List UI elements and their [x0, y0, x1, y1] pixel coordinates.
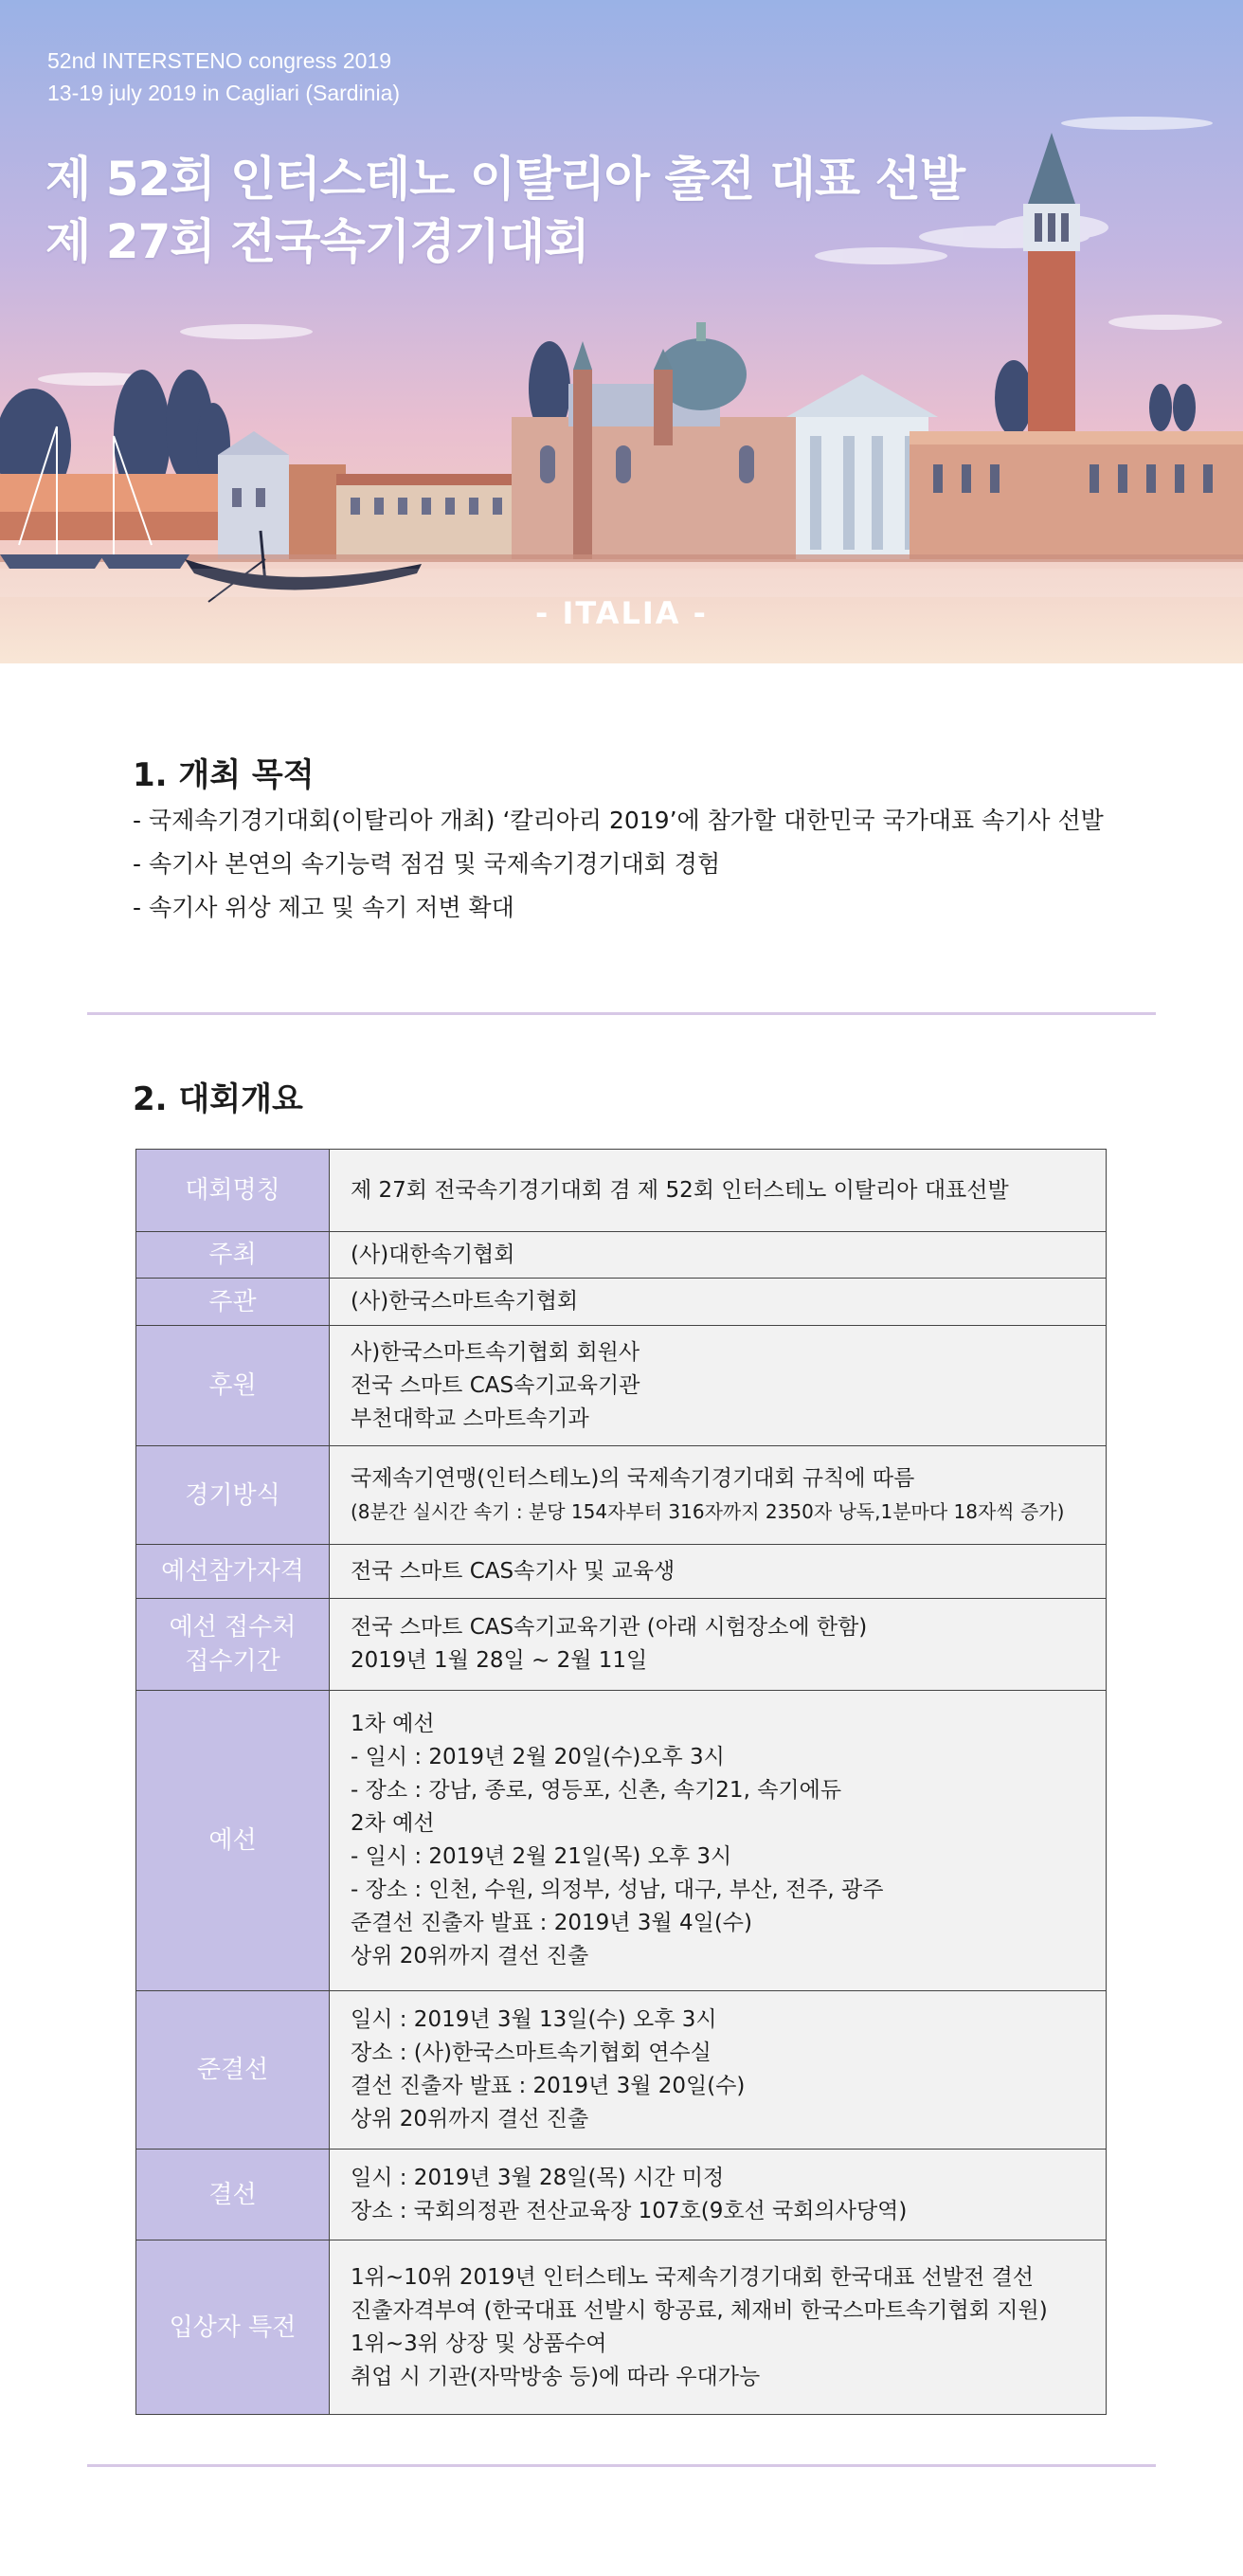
- table-row: [136, 1150, 1107, 1232]
- row-value: 1차 예선 - 일시 : 2019년 2월 20일(수)오후 3시 - 장소 : 강남, 종로, 영등포, 신촌, 속기21, 속기에듀 2차 예선 - 일시 : 2019년 2월 21일(목) 오후 3시 - 장소 : 인천, 수원, 의정부, 성남, 대구, 부산, 전주, 광주 준결선 진출자 발표 : 2019년 3월 4일(수) 상위 20위까지 결선 진출: [330, 1691, 1107, 1991]
- row-label: 결선: [136, 2150, 330, 2240]
- table-row: [136, 1326, 1107, 1446]
- row-value: 일시 : 2019년 3월 28일(목) 시간 미정 장소 : 국회의정관 전산교육장 107호(9호선 국회의사당역): [330, 2150, 1107, 2240]
- table-row: [136, 2150, 1107, 2240]
- overview-table: [135, 1149, 1107, 2415]
- row-value: 1위~10위 2019년 인터스테노 국제속기경기대회 한국대표 선발전 결선 진출자격부여 (한국대표 선발시 항공료, 체재비 한국스마트속기협회 지원) 1위~3위 상장 및 상품수여 취업 시 기관(자막방송 등)에 따라 우대가능: [330, 2240, 1107, 2415]
- table-row: [136, 1691, 1107, 1991]
- row-value: 사)한국스마트속기협회 회원사 전국 스마트 CAS속기교육기관 부천대학교 스마트속기과: [330, 1326, 1107, 1446]
- row-value: (사)대한속기협회: [330, 1232, 1107, 1279]
- congress-name: 52nd INTERSTENO congress 2019: [47, 48, 392, 73]
- row-label: 후원: [136, 1326, 330, 1446]
- section-divider: [87, 1012, 1156, 1015]
- purpose-item: - 국제속기경기대회(이탈리아 개최) ‘칼리아리 2019’에 참가할 대한민국 국가대표 속기사 선발: [133, 807, 1104, 834]
- row-value: 제 27회 전국속기경기대회 겸 제 52회 인터스테노 이탈리아 대표선발: [330, 1150, 1107, 1232]
- row-label: 입상자 특전: [136, 2240, 330, 2415]
- row-label: 예선참가자격: [136, 1545, 330, 1599]
- row-label: 예선 접수처 접수기간: [136, 1599, 330, 1691]
- table-row: [136, 1279, 1107, 1326]
- row-label: 예선: [136, 1691, 330, 1991]
- hero-title-line1: 제 52회 인터스테노 이탈리아 출전 대표 선발: [45, 152, 965, 207]
- row-label: 경기방식: [136, 1446, 330, 1545]
- row-value: 국제속기연맹(인터스테노)의 국제속기경기대회 규칙에 따름 (8분간 실시간 속기 : 분당 154자부터 316자까지 2350자 낭독,1분마다 18자씩 증가): [330, 1446, 1107, 1545]
- italia-label: - ITALIA -: [535, 595, 708, 631]
- section-divider: [87, 2464, 1156, 2467]
- row-value: 전국 스마트 CAS속기사 및 교육생: [330, 1545, 1107, 1599]
- table-row: [136, 1446, 1107, 1545]
- row-value: 전국 스마트 CAS속기교육기관 (아래 시험장소에 한함) 2019년 1월 28일 ~ 2월 11일: [330, 1599, 1107, 1691]
- row-label: 대회명칭: [136, 1150, 330, 1232]
- row-value: (사)한국스마트속기협회: [330, 1279, 1107, 1326]
- table-row: [136, 1599, 1107, 1691]
- table-row: [136, 1232, 1107, 1279]
- table-row: [136, 2240, 1107, 2415]
- table-row: [136, 1545, 1107, 1599]
- hero-banner: [0, 0, 1243, 663]
- purpose-item: - 속기사 본연의 속기능력 점검 및 국제속기경기대회 경험: [133, 850, 721, 878]
- row-label: 주최: [136, 1232, 330, 1279]
- row-label: 주관: [136, 1279, 330, 1326]
- row-value: 일시 : 2019년 3월 13일(수) 오후 3시 장소 : (사)한국스마트속기협회 연수실 결선 진출자 발표 : 2019년 3월 20일(수) 상위 20위까지 결선 진출: [330, 1991, 1107, 2150]
- table-row: [136, 1991, 1107, 2150]
- row-label: 준결선: [136, 1991, 330, 2150]
- purpose-item: - 속기사 위상 제고 및 속기 저변 확대: [133, 894, 514, 921]
- congress-dates: 13-19 july 2019 in Cagliari (Sardinia): [47, 81, 401, 105]
- purpose-heading: 1. 개최 목적: [133, 756, 315, 794]
- overview-heading: 2. 대회개요: [133, 1080, 303, 1118]
- hero-title-line2: 제 27회 전국속기경기대회: [45, 214, 589, 269]
